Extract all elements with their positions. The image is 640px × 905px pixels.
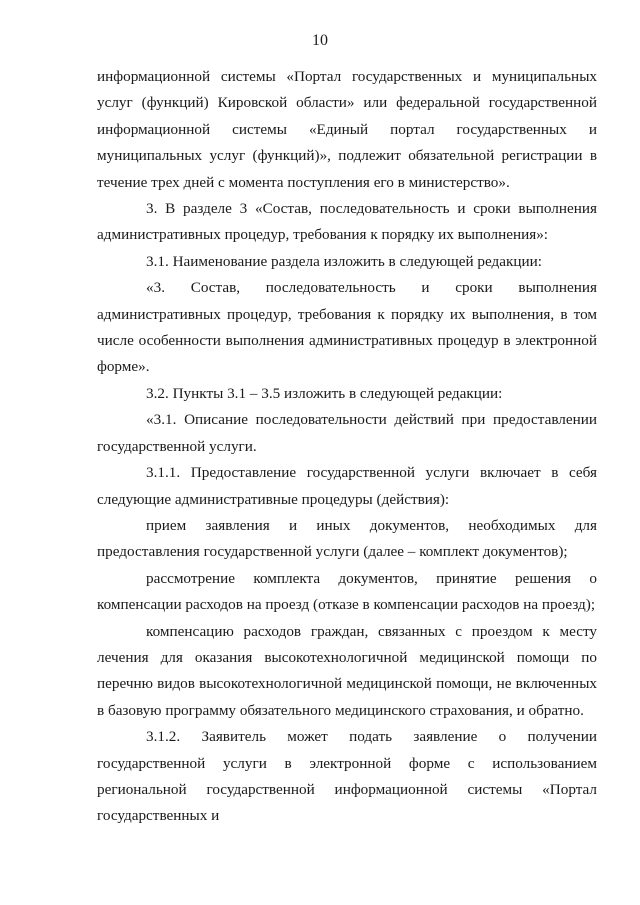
paragraph-procedure-review: рассмотрение комплекта документов, принятие решения о компенсации расходов на проезд (отказе в компенсации расходов на проезд); bbox=[97, 569, 597, 614]
page-number: 10 bbox=[312, 32, 328, 49]
paragraph-item-3-1: 3.1. Наименование раздела изложить в следующей редакции: bbox=[146, 252, 542, 270]
paragraph-item-3: 3. В разделе 3 «Состав, последовательность и сроки выполнения административных процедур, требования к порядку их выполнения»: bbox=[97, 200, 597, 244]
paragraph-clause-3-1: «3.1. Описание последовательности действий при предоставлении государственной услуги. bbox=[97, 411, 597, 455]
paragraph-clause-3-1-1: 3.1.1. Предоставление государственной услуги включает в себя следующие административные процедуры (действия): bbox=[97, 464, 597, 508]
document-body bbox=[97, 64, 597, 830]
paragraph-section-title: «3. Состав, последовательность и сроки выполнения административных процедур, требования к порядку их выполнения, в том числе особенности выполнения административных процедур в электронной форме». bbox=[97, 279, 597, 376]
paragraph-clause-3-1-2: 3.1.2. Заявитель может подать заявление о получении государственной услуги в электронной форме с использованием региональной государственной информационной системы «Портал государственных и bbox=[97, 728, 597, 825]
paragraph-item-3-2: 3.2. Пункты 3.1 – 3.5 изложить в следующей редакции: bbox=[146, 384, 503, 402]
paragraph-procedure-compensation: компенсацию расходов граждан, связанных с проездом к месту лечения для оказания высокотехнологичной медицинской помощи по перечню видов высокотехнологичной медицинской помощи, не включенных в базовую программу обязательного медицинского страхования, и обратно. bbox=[97, 622, 597, 719]
paragraph-continuation: информационной системы «Портал государственных и муниципальных услуг (функций) Кировской области» или федеральной государственной информационной системы «Единый портал государственных и муниципальных услуг (функций)», подлежит обязательной регистрации в течение трех дней с момента поступления его в министерство». bbox=[97, 68, 597, 191]
paragraph-procedure-reception: прием заявления и иных документов, необходимых для предоставления государственной услуги (далее – комплект документов); bbox=[97, 516, 597, 561]
